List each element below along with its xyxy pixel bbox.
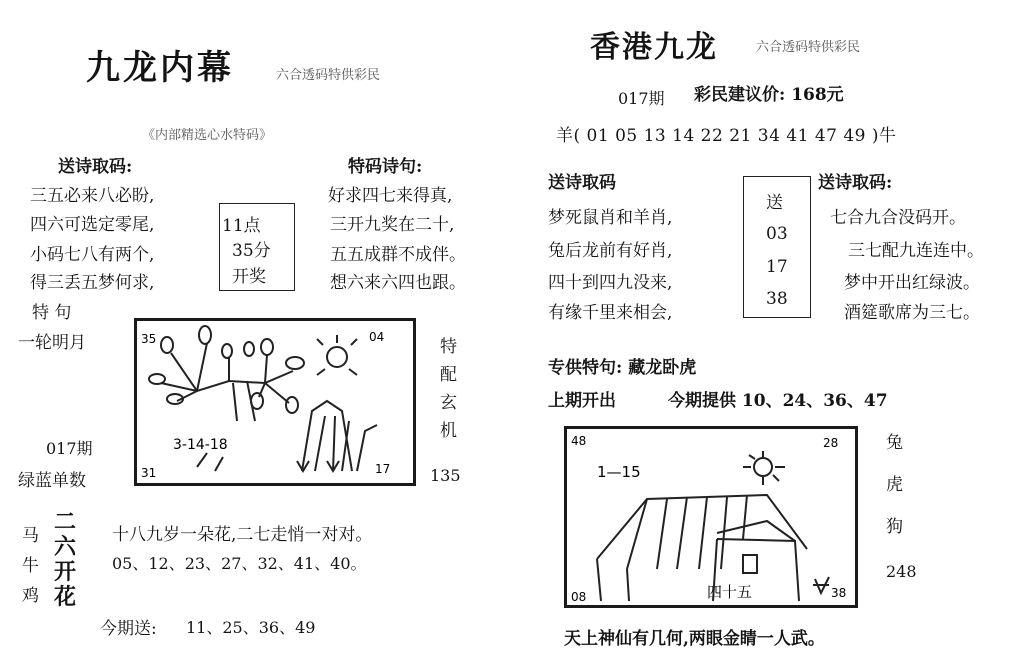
- right-poem-b-line: 三七配九连连中。: [848, 241, 984, 261]
- right-poem-a-heading: 送诗取码: [548, 173, 616, 193]
- left-poem-a-line: 四六可选定零尾,: [30, 215, 155, 235]
- right-poem-a-line: 有缘千里来相会,: [548, 303, 673, 323]
- left-banner: 《内部精选心水特码》: [142, 128, 273, 143]
- left-poem-a-line: 小码七八有两个,: [30, 245, 155, 265]
- teju-text: 一轮明月: [18, 333, 86, 353]
- left-poem-b-heading: 特码诗句:: [348, 157, 423, 177]
- today-numbers: 11、25、36、49: [186, 618, 316, 637]
- left-numbers-c: 05、12、23、27、32、41、40。: [112, 554, 367, 573]
- animal-char: 马: [22, 526, 39, 546]
- last-issue-label: 上期开出: [548, 391, 616, 411]
- right-animal-char: 虎: [886, 475, 903, 495]
- gift-box-line: 38: [766, 289, 788, 309]
- special-phrase: 专供特句: 藏龙卧虎: [548, 358, 697, 378]
- picture-handwriting: 1—15: [597, 463, 641, 481]
- left-poem-a-line: 三五必来八必盼,: [30, 186, 155, 206]
- right-poem-b-line: 梦中开出红绿波。: [844, 273, 980, 293]
- right-subtitle: 六合透码特供彩民: [756, 40, 861, 55]
- vertical-label-char: 特: [440, 337, 457, 357]
- animal-char: 鸡: [22, 586, 39, 606]
- teju-label: 特 句: [32, 303, 72, 323]
- left-poem-b-line: 五五成群不成伴。: [330, 245, 466, 265]
- left-issue: 017期: [46, 439, 93, 458]
- left-subtitle: 六合透码特供彩民: [276, 68, 381, 83]
- plant-sketch-icon: [137, 321, 413, 483]
- picture-handwriting: 3-14-18: [173, 437, 228, 453]
- left-title: 九龙内幕: [86, 48, 234, 88]
- picture-corner-bl: 08: [571, 590, 587, 604]
- right-issue: 017期: [618, 89, 665, 108]
- today-label: 今期送:: [100, 619, 157, 639]
- goat-ox-numbers: 羊( 01 05 13 14 22 21 34 41 47 49 )牛: [556, 126, 897, 146]
- right-poem-b-line: 七合九合没码开。: [830, 208, 966, 228]
- animal-char: 牛: [22, 556, 39, 576]
- vertical-label-char: 配: [440, 365, 457, 385]
- right-poem-b-heading: 送诗取码:: [818, 173, 893, 193]
- picture-corner-tl: 48: [571, 434, 587, 448]
- right-poem-b-line: 酒筵歌席为三七。: [844, 303, 980, 323]
- right-price: 彩民建议价: 168元: [694, 85, 844, 105]
- left-poem-b-line: 想六来六四也跟。: [330, 273, 466, 293]
- right-number: 248: [886, 562, 917, 581]
- draw-time-line: 开奖: [232, 267, 266, 287]
- left-poem-c: 十八九岁一朵花,二七走悄一对对。: [112, 525, 373, 545]
- left-poem-b-line: 好求四七来得真,: [328, 186, 453, 206]
- left-poem-b-line: 三开九奖在二十,: [330, 215, 455, 235]
- house-sketch-icon: [567, 429, 855, 605]
- blue-single-label: 绿蓝单数: [18, 471, 86, 491]
- picture-corner-tl: 35: [141, 332, 157, 346]
- vertical-label-char: 机: [440, 421, 457, 441]
- vertical-number: 135: [430, 466, 461, 485]
- picture-corner-bl: 31: [141, 466, 157, 480]
- two-six-bloom: 二六开花: [53, 509, 76, 610]
- right-animal-char: 狗: [886, 517, 903, 537]
- right-poem-a-line: 梦死鼠肖和羊肖,: [548, 208, 673, 228]
- right-title: 香港九龙: [590, 30, 718, 65]
- this-issue-numbers: 今期提供 10、24、36、47: [668, 391, 888, 411]
- right-animal-char: 兔: [886, 433, 903, 453]
- gift-box-line: 17: [766, 257, 788, 277]
- left-riddle-picture: [134, 318, 416, 486]
- picture-corner-br: 17: [375, 462, 391, 476]
- left-poem-a-heading: 送诗取码:: [58, 157, 133, 177]
- picture-house-text: 四十五: [707, 583, 753, 601]
- gift-box-line: 03: [766, 224, 788, 244]
- gift-box-line: 送: [766, 193, 783, 213]
- draw-time-line: 11点: [222, 216, 261, 236]
- draw-time-line: 35分: [232, 241, 271, 261]
- right-poem-a-line: 兔后龙前有好肖,: [548, 241, 673, 261]
- right-bottom-poem: 天上神仙有几何,两眼金睛一人武。: [564, 629, 825, 649]
- picture-corner-tr: 28: [823, 436, 839, 450]
- left-poem-a-line: 得三丢五梦何求,: [30, 273, 155, 293]
- vertical-label-char: 玄: [440, 393, 457, 413]
- right-riddle-picture: [564, 426, 858, 608]
- right-poem-a-line: 四十到四九没来,: [548, 273, 673, 293]
- picture-corner-br: 38: [831, 586, 847, 600]
- picture-corner-tr: 04: [369, 330, 385, 344]
